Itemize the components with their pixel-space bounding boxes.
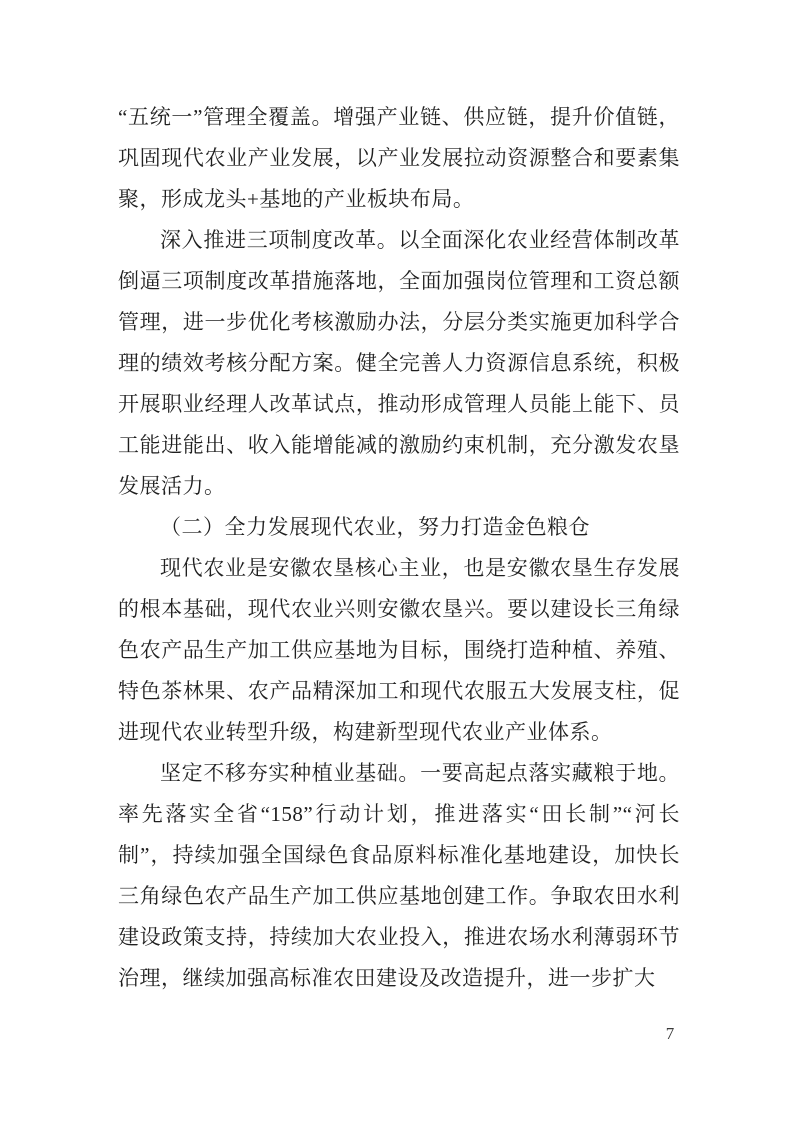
document-body [118,97,680,999]
paragraph-modern-agriculture: 现代农业是安徽农垦核心主业，也是安徽农垦生存发展的根本基础，现代农业兴则安徽农垦兴。要以建设长三角绿色农产品生产加工供应基地为目标，围绕打造种植、养殖、特色茶林果、农产品精深加工和现代农服五大发展支柱，促进现代农业转型升级，构建新型现代农业产业体系。 [118,556,680,744]
section-heading: （二）全力发展现代农业，努力打造金色粮仓 [160,515,590,539]
page-number: 7 [665,1024,675,1043]
paragraph-reform: 深入推进三项制度改革。以全面深化农业经营体制改革倒逼三项制度改革措施落地，全面加强岗位管理和工资总额管理，进一步优化考核激励办法，分层分类实施更加科学合理的绩效考核分配方案。健全完善人力资源信息系统，积极开展职业经理人改革试点，推动形成管理人员能上能下、员工能进能出、收入能增能减的激励约束机制，充分激发农垦发展活力。 [118,228,680,498]
paragraph-planting-foundation: 坚定不移夯实种植业基础。一要高起点落实藏粮于地。率先落实全省“158”行动计划，推进落实“田长制”“河长制”，持续加强全国绿色食品原料标准化基地建设，加快长三角绿色农产品生产加工供应基地创建工作。争取农田水利建设政策支持，持续加大农业投入，推进农场水利薄弱环节治理，继续加强高标准农田建设及改造提升，进一步扩大 [118,761,680,990]
paragraph-continuation: “五统一”管理全覆盖。增强产业链、供应链，提升价值链，巩固现代农业产业发展，以产业发展拉动资源整合和要素集聚，形成龙头+基地的产业板块布局。 [118,105,680,211]
